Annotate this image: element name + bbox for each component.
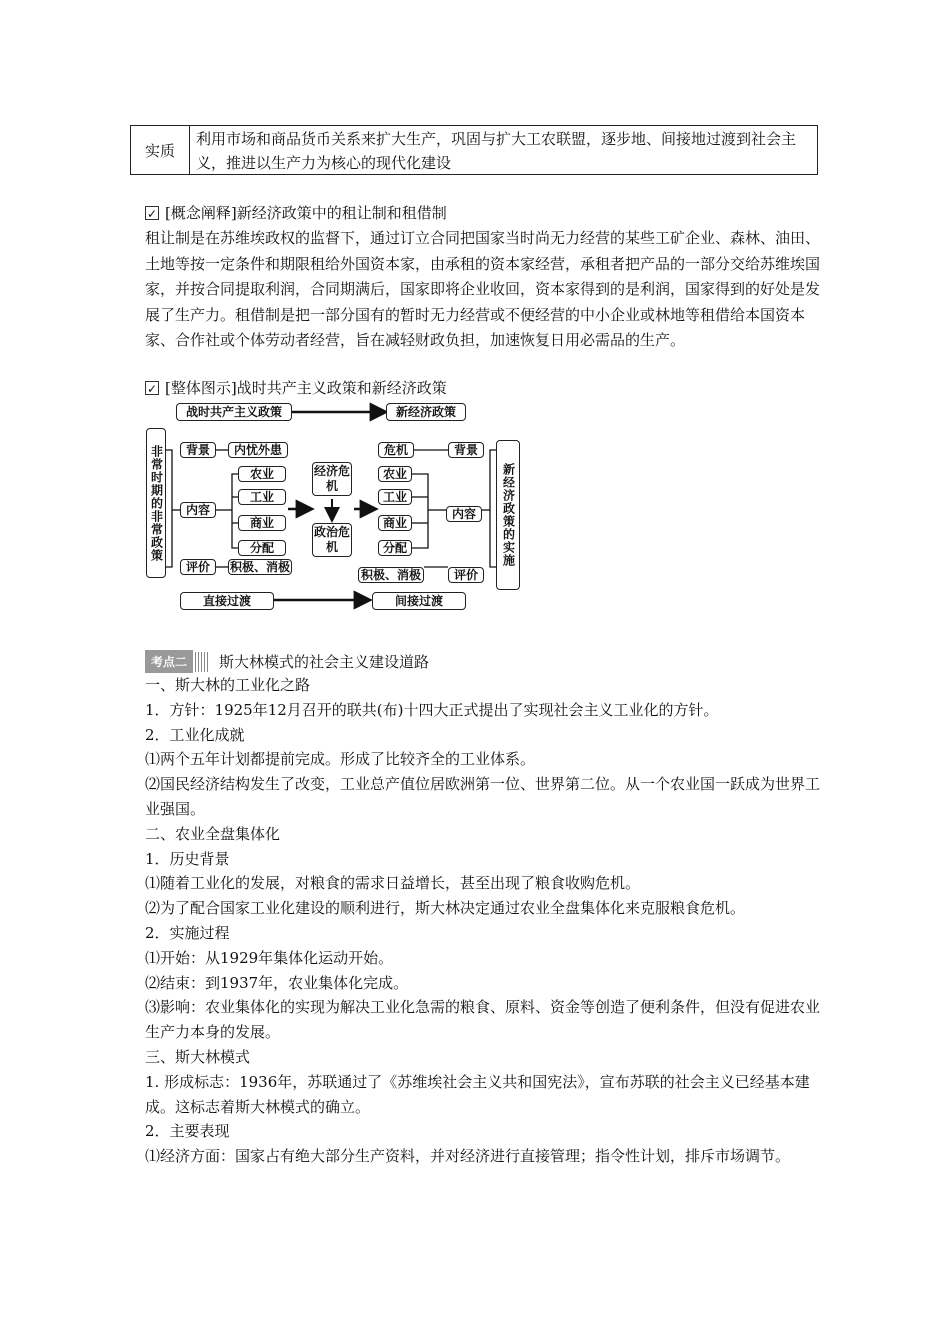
- node-left-commerce: 商业: [238, 515, 286, 531]
- node-indirect-transition: 间接过渡: [372, 592, 466, 610]
- checkbox-icon: ✓: [146, 382, 158, 396]
- text-line: ⑵为了配合国家工业化建设的顺利进行，斯大林决定通过农业全盘集体化来克服粮食危机。: [145, 899, 746, 918]
- node-political-crisis: 政治危机: [312, 523, 352, 557]
- text-line: 一、斯大林的工业化之路: [145, 676, 311, 694]
- text-line: 1．方针：1925年12月召开的联共(布)十四大正式提出了实现社会主义工业化的方针。: [145, 700, 719, 719]
- body-lines: [145, 673, 825, 1169]
- node-right-evaluation: 评价: [448, 567, 484, 583]
- node-direct-transition: 直接过渡: [180, 592, 274, 610]
- section-title: 斯大林模式的社会主义建设道路: [219, 653, 430, 671]
- node-war-communism: 战时共产主义政策: [176, 403, 292, 421]
- text-line: ⑵结束：到1937年，农业集体化完成。: [145, 973, 409, 992]
- text-line: 2．主要表现: [145, 1122, 230, 1141]
- checkbox-icon: ✓: [146, 207, 158, 221]
- node-right-distribution: 分配: [378, 540, 412, 556]
- table-content: 利用市场和商品货币关系来扩大生产，巩固与扩大工农联盟，逐步地、间接地过渡到社会主义，推进以生产力为核心的现代化建设: [196, 130, 797, 172]
- policy-diagram: [144, 402, 524, 614]
- text-line: ⑴两个五年计划都提前完成。形成了比较齐全的工业体系。: [145, 750, 536, 769]
- overview-heading-row: [145, 376, 447, 400]
- section-bars-icon: [195, 652, 209, 672]
- concept-body: 租让制是在苏维埃政权的监督下，通过订立合同把国家当时尚无力经营的某些工矿企业、森林、油田、土地等按一定条件和期限租给外国资本家，由承租的资本家经营，承租者把产品的一部分交给苏维埃国家，并按合同提取利润，合同期满后，国家即将企业收回，资本家得到的是利润，国家得到的好处是发展了生产力。租借制是把一部分国有的暂时无力经营或不便经营的中小企业或林地等租借给本国资本家、合作社或个体劳动者经营，旨在减轻财政负担，加速恢复日用必需品的生产。: [145, 229, 821, 349]
- text-line: 二、农业全盘集体化: [145, 824, 281, 843]
- text-line: ⑴开始：从1929年集体化运动开始。: [145, 948, 394, 967]
- node-nep: 新经济政策: [386, 403, 466, 421]
- text-line: ⑵国民经济结构发生了改变，工业总产值位居欧洲第一位、世界第二位。从一个农业国一跃成为世界工业强国。: [145, 775, 821, 818]
- node-right-agriculture: 农业: [378, 466, 412, 482]
- node-right-industry: 工业: [378, 489, 412, 505]
- summary-table: [130, 125, 818, 175]
- node-right-commerce: 商业: [378, 515, 412, 531]
- text-line: 2．实施过程: [145, 923, 230, 942]
- node-left-distribution: 分配: [238, 540, 286, 556]
- node-left-background-detail: 内忧外患: [228, 442, 288, 458]
- text-line: 三、斯大林模式: [145, 1047, 251, 1066]
- node-right-vertical: 新经济政策的实施: [496, 440, 520, 590]
- text-line: ⑴随着工业化的发展，对粮食的需求日益增长，甚至出现了粮食收购危机。: [145, 874, 641, 893]
- text-line: 1. 形成标志：1936年，苏联通过了《苏维埃社会主义共和国宪法》，宣布苏联的社会主义已经基本建成。这标志着斯大林模式的确立。: [145, 1072, 810, 1116]
- text-line: ⑶影响：农业集体化的实现为解决工业化急需的粮食、原料、资金等创造了便利条件，但没有促进农业生产力本身的发展。: [145, 998, 821, 1042]
- node-left-evaluation-detail: 积极、消极: [229, 559, 290, 574]
- section-badge: 考点二: [145, 650, 193, 673]
- node-left-background: 背景: [180, 442, 216, 458]
- node-left-content: 内容: [180, 502, 216, 518]
- text-line: 2．工业化成就: [145, 725, 245, 744]
- section-header: [145, 650, 429, 673]
- node-left-evaluation: 评价: [180, 559, 216, 575]
- text-line: ⑴经济方面：国家占有绝大部分生产资料，并对经济进行直接管理；指令性计划，排斥市场调节。: [145, 1147, 791, 1166]
- concept-heading-row: [145, 201, 447, 225]
- node-right-background: 背景: [448, 442, 484, 458]
- node-right-crisis: 危机: [378, 442, 414, 458]
- node-left-industry: 工业: [238, 489, 286, 505]
- text-line: 1．历史背景: [145, 849, 230, 868]
- node-right-content: 内容: [446, 506, 482, 522]
- table-label: 实质: [131, 126, 190, 174]
- node-right-evaluation-detail: 积极、消极: [358, 567, 424, 583]
- concept-heading: [概念阐释]新经济政策中的租让制和租借制: [165, 204, 447, 222]
- overview-heading: [整体图示]战时共产主义政策和新经济政策: [165, 379, 447, 397]
- node-economic-crisis: 经济危机: [312, 462, 352, 496]
- node-left-vertical: 非常时期的非常政策: [146, 428, 166, 578]
- node-left-agriculture: 农业: [238, 466, 286, 482]
